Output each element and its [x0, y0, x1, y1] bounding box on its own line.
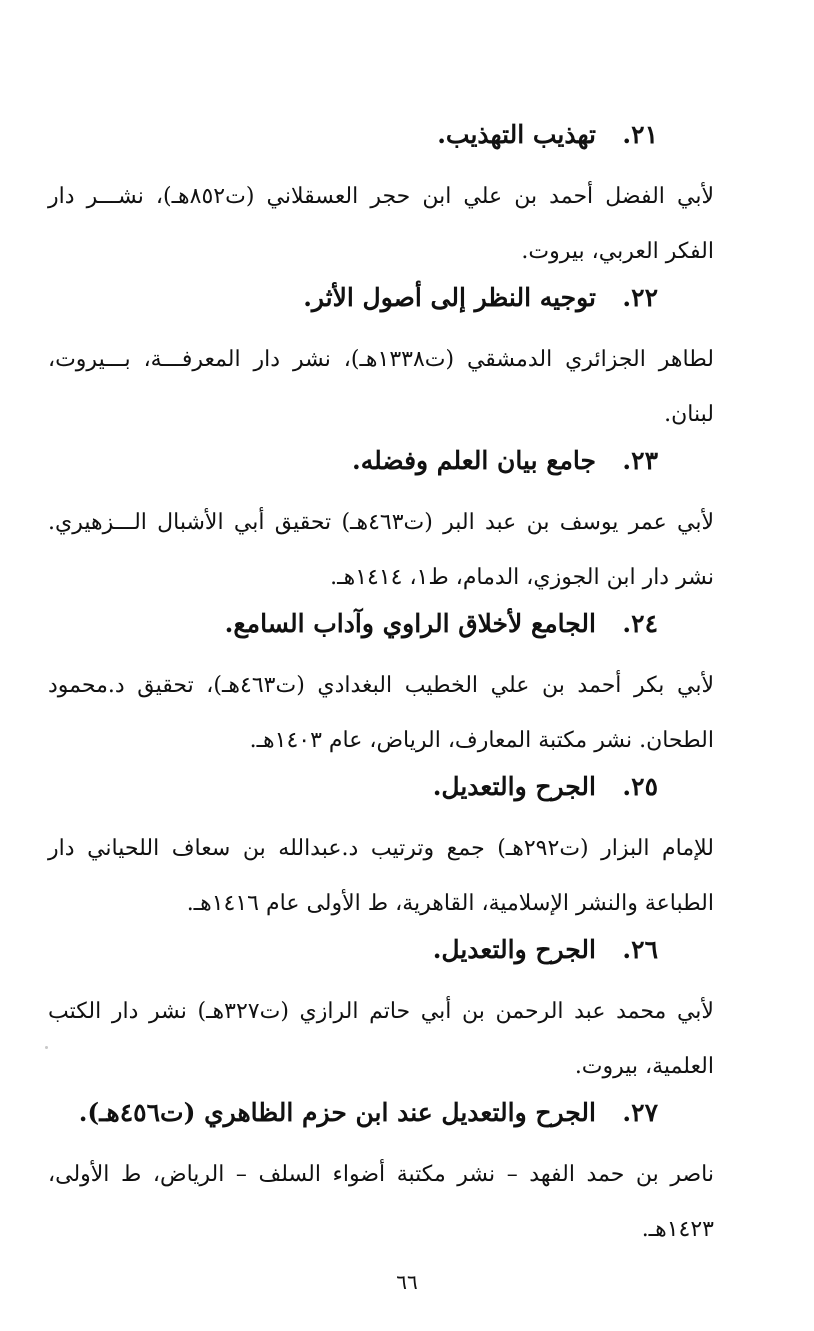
entry-title-text: الجرح والتعديل.: [432, 935, 596, 964]
bibliography-entry-24: [48, 607, 714, 768]
bibliography-entry-26: [48, 933, 714, 1094]
bibliography-entry-25: [48, 770, 714, 931]
entry-description: ناصر بن حمد الفهد – نشر مكتبة أضواء السلف – الرياض، ط الأولى، ١٤٢٣هـ.: [48, 1162, 714, 1242]
entry-title-text: الجرح والتعديل.: [432, 772, 596, 801]
entry-title: [48, 281, 714, 315]
entry-title: [48, 1096, 714, 1130]
entry-title: [48, 770, 714, 804]
entry-title-text: جامع بيان العلم وفضله.: [352, 446, 596, 475]
entry-title: [48, 607, 714, 641]
entry-number: ٢٥.: [622, 772, 658, 801]
entry-number: ٢٧.: [622, 1098, 658, 1127]
entry-title-text: الجامع لأخلاق الراوي وآداب السامع.: [224, 609, 596, 638]
entry-description: للإمام البزار (ت٢٩٢هـ) جمع وترتيب د.عبدالله بن سعاف اللحياني دار الطباعة والنشر الإسلامية، القاهرية، ط الأولى عام ١٤١٦هـ.: [48, 836, 714, 916]
entry-title-text: الجرح والتعديل عند ابن حزم الظاهري (ت٤٥٦هـ).: [78, 1098, 596, 1127]
entry-description: لطاهر الجزائري الدمشقي (ت١٣٣٨هـ)، نشر دار المعرفـــة، بـــيروت، لبنان.: [48, 347, 714, 427]
bibliography-entry-21: [48, 118, 714, 279]
entry-description: لأبي الفضل أحمد بن علي ابن حجر العسقلاني (ت٨٥٢هـ)، نشـــر دار الفكر العربي، بيروت.: [48, 184, 715, 264]
entry-title: [48, 118, 714, 152]
entry-description: لأبي عمر يوسف بن عبد البر (ت٤٦٣هـ) تحقيق أبي الأشبال الـــزهيري. نشر دار ابن الجوزي، الدمام، ط١، ١٤١٤هـ.: [48, 510, 714, 590]
scan-speck: [45, 1046, 48, 1049]
entry-number: ٢١.: [622, 120, 658, 149]
entry-number: ٢٣.: [622, 446, 658, 475]
entry-title: [48, 933, 714, 967]
entry-number: ٢٦.: [622, 935, 658, 964]
entry-title-text: توجيه النظر إلى أصول الأثر.: [303, 283, 596, 312]
entry-title: [48, 444, 714, 478]
bibliography-page: [48, 118, 714, 1259]
page-number: ٦٦: [396, 1270, 418, 1294]
bibliography-entry-22: [48, 281, 714, 442]
bibliography-entry-27: [48, 1096, 714, 1257]
bibliography-entry-23: [48, 444, 714, 605]
entry-number: ٢٢.: [622, 283, 658, 312]
entry-title-text: تهذيب التهذيب.: [437, 120, 596, 149]
entry-number: ٢٤.: [622, 609, 658, 638]
entry-description: لأبي بكر أحمد بن علي الخطيب البغدادي (ت٤٦٣هـ)، تحقيق د.محمود الطحان. نشر مكتبة المعارف، الرياض، عام ١٤٠٣هـ.: [48, 673, 715, 753]
entry-description: لأبي محمد عبد الرحمن بن أبي حاتم الرازي (ت٣٢٧هـ) نشر دار الكتب العلمية، بيروت.: [48, 999, 714, 1079]
